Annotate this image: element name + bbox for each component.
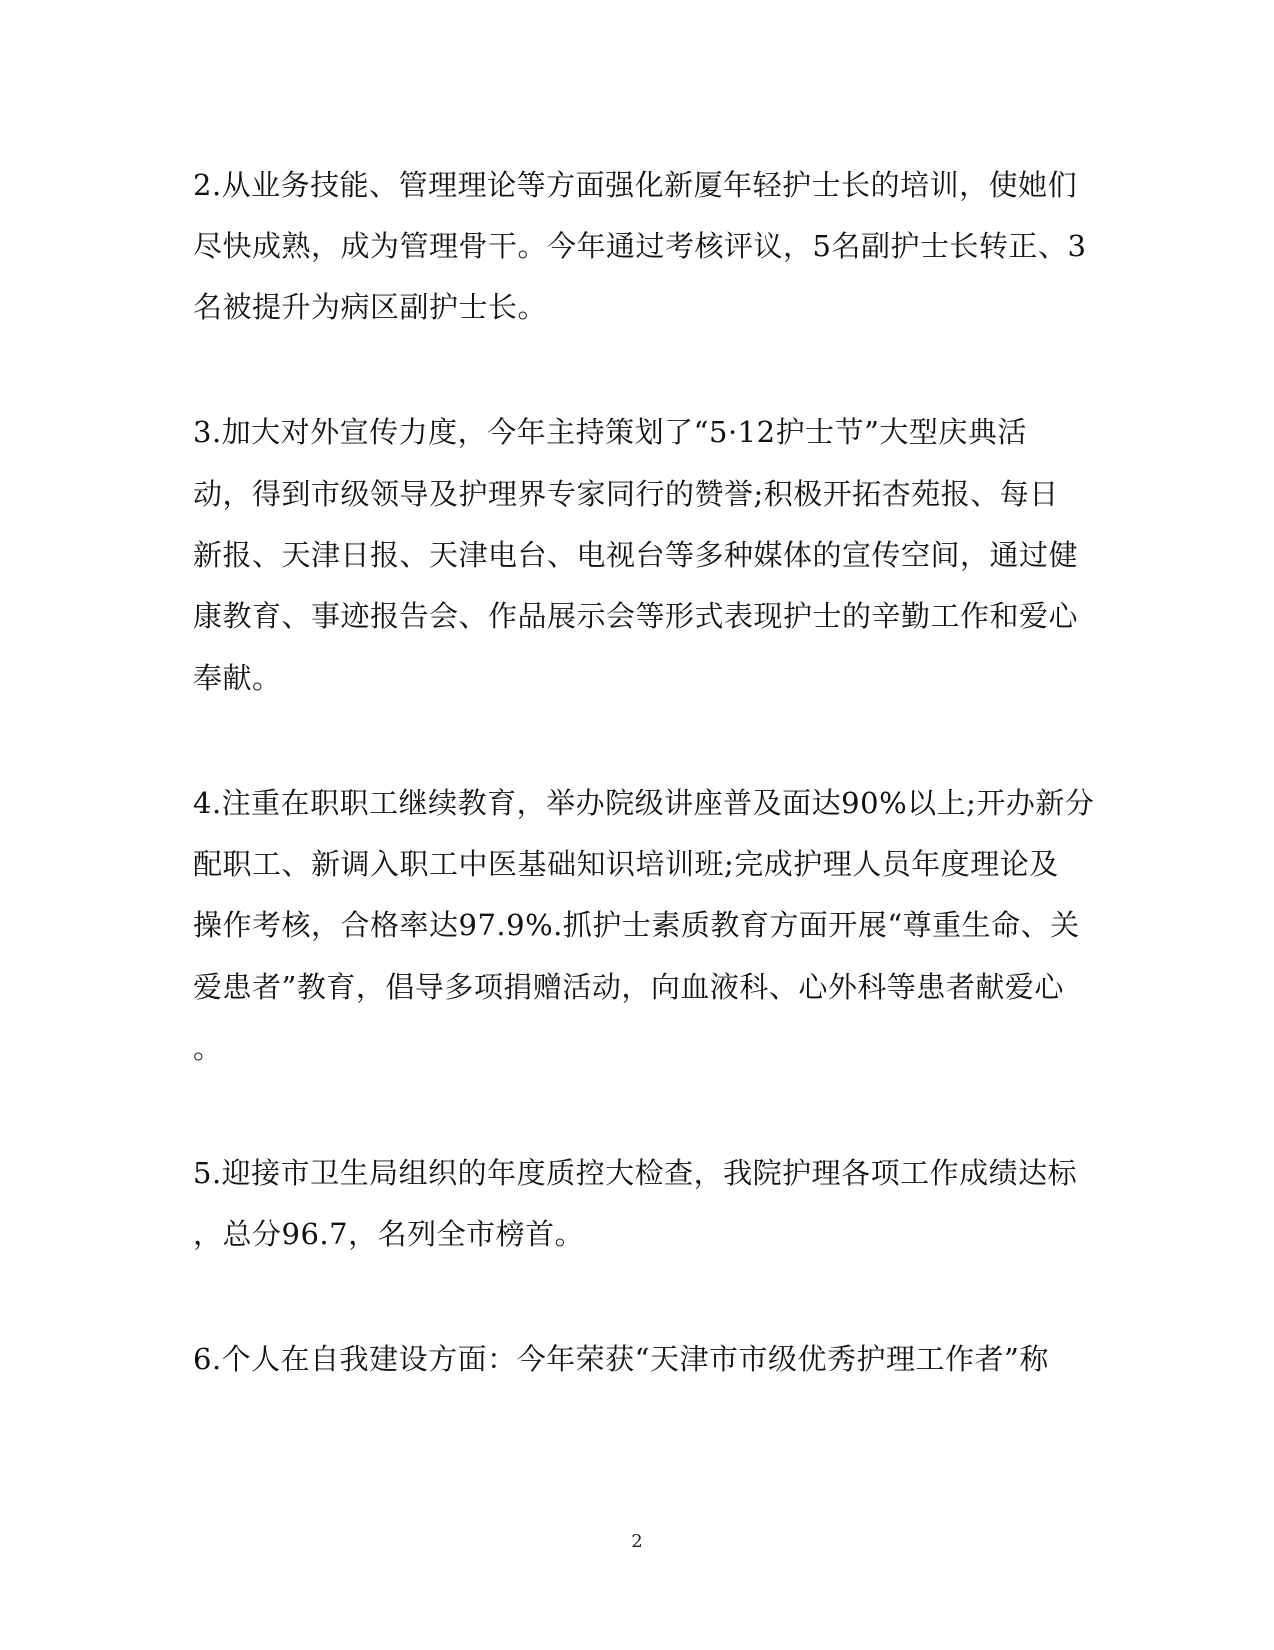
paragraph-4-line-4: 爱患者”教育，倡导多项捐赠活动，向血液科、心外科等患者献爱心 [193,970,1064,1004]
paragraph-3-line-3: 新报、天津日报、天津电台、电视台等多种媒体的宣传空间，通过健 [193,538,1079,572]
paragraph-5-line-2: ，总分96.7，名列全市榜首。 [193,1217,585,1251]
paragraph-3-line-5: 奉献。 [193,661,282,695]
paragraph-4-line-5: 。 [193,1031,223,1065]
paragraph-3-line-4: 康教育、事迹报告会、作品展示会等形式表现护士的辛勤工作和爱心 [193,599,1079,633]
paragraph-4-line-3: 操作考核，合格率达97.9%.抓护士素质教育方面开展“尊重生命、关 [193,908,1080,942]
paragraph-2-line-2: 尽快成熟，成为管理骨干。今年通过考核评议，5名副护士长转正、3 [193,229,1087,263]
paragraph-3-line-1: 3.加大对外宣传力度，今年主持策划了“5·12护士节”大型庆典活 [193,415,1027,449]
paragraph-6-line-1: 6.个人在自我建设方面：今年荣获“天津市市级优秀护理工作者”称 [193,1342,1049,1376]
paragraph-3-line-2: 动，得到市级领导及护理界专家同行的赞誉;积极开拓杏苑报、每日 [193,477,1059,511]
paragraph-5-line-1: 5.迎接市卫生局组织的年度质控大检查，我院护理各项工作成绩达标 [193,1156,1078,1190]
page-number: 2 [631,1531,643,1552]
paragraph-4-line-2: 配职工、新调入职工中医基础知识培训班;完成护理人员年度理论及 [193,847,1059,881]
paragraph-2-line-3: 名被提升为病区副护士长。 [193,290,548,324]
paragraph-4-line-1: 4.注重在职职工继续教育，举办院级讲座普及面达90%以上;开办新分 [193,786,1095,820]
paragraph-2-line-1: 2.从业务技能、管理理论等方面强化新厦年轻护士长的培训，使她们 [193,168,1078,202]
